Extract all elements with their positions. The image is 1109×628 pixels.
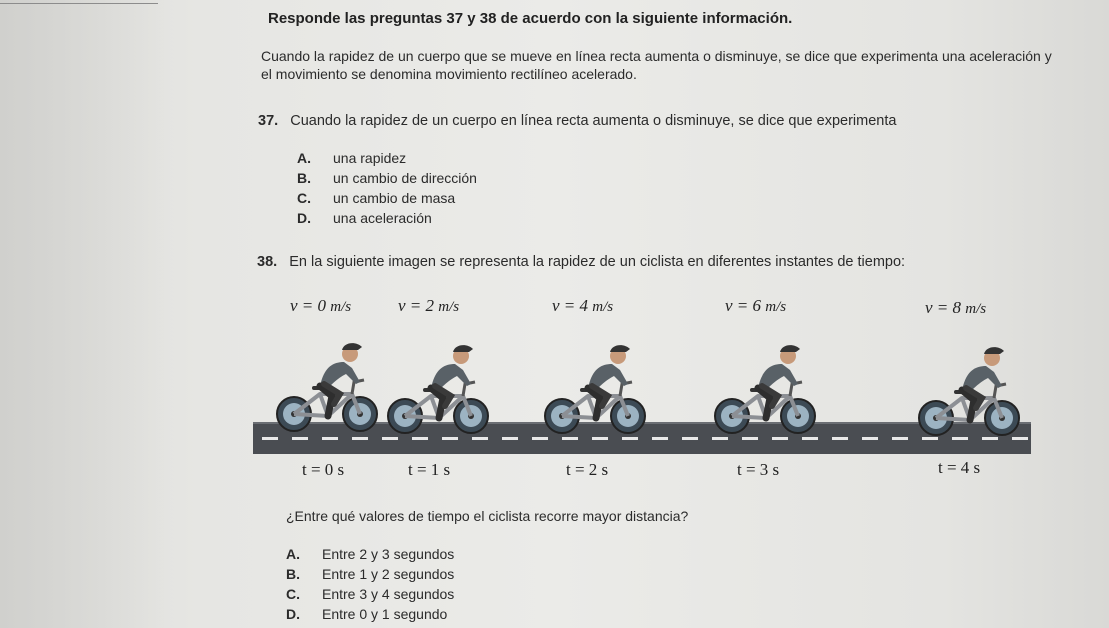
- question-38-options: [286, 544, 454, 624]
- intro-paragraph: Cuando la rapidez de un cuerpo que se mueve en línea recta aumenta o disminuye, se dice que experimenta una aceleración y el movimiento se denomina movimiento rectilíneo acelerado.: [261, 48, 1052, 82]
- question-37-options: [297, 148, 477, 228]
- cyclist-icon: [540, 340, 652, 442]
- velocity-label-2: v = 4 m/s: [552, 296, 614, 315]
- option-38-a[interactable]: A. Entre 2 y 3 segundos: [286, 546, 455, 562]
- road-dash: [682, 437, 698, 440]
- question-38-prompt: ¿Entre qué valores de tiempo el ciclista recorre mayor distancia?: [286, 508, 689, 524]
- time-label-2: t = 2 s: [566, 460, 609, 479]
- cyclist-icon: [914, 342, 1026, 444]
- option-38-d[interactable]: D. Entre 0 y 1 segundo: [286, 606, 448, 622]
- divider-line: [0, 3, 158, 4]
- velocity-label-0: v = 0 m/s: [290, 296, 352, 315]
- option-38-c[interactable]: C. Entre 3 y 4 segundos: [286, 586, 455, 602]
- section-heading: Responde las preguntas 37 y 38 de acuerdo con la siguiente información.: [268, 10, 793, 27]
- time-label-3: t = 3 s: [737, 460, 780, 479]
- question-37: [258, 113, 896, 129]
- road-dash: [502, 437, 518, 440]
- option-37-a[interactable]: A. una rapidez: [297, 150, 407, 166]
- road-dash: [862, 437, 878, 440]
- cyclist-icon: [272, 338, 384, 440]
- question-37-number: 37.: [258, 113, 279, 129]
- question-38-number: 38.: [257, 254, 278, 270]
- question-38: [257, 254, 905, 270]
- time-label-4: t = 4 s: [938, 458, 981, 477]
- road-dash: [652, 437, 668, 440]
- road-dash: [832, 437, 848, 440]
- option-37-d[interactable]: D. una aceleración: [297, 210, 432, 226]
- option-37-b[interactable]: B. un cambio de dirección: [297, 170, 477, 186]
- time-label-1: t = 1 s: [408, 460, 451, 479]
- time-label-0: t = 0 s: [302, 460, 345, 479]
- option-38-b[interactable]: B. Entre 1 y 2 segundos: [286, 566, 455, 582]
- cyclist-icon: [383, 340, 495, 442]
- cyclist-icon: [710, 340, 822, 442]
- page-shadow: [0, 0, 170, 628]
- question-37-text: Cuando la rapidez de un cuerpo en línea recta aumenta o disminuye, se dice que experimenta: [290, 113, 897, 129]
- velocity-label-3: v = 6 m/s: [725, 296, 787, 315]
- option-37-c[interactable]: C. un cambio de masa: [297, 190, 456, 206]
- road-dash: [892, 437, 908, 440]
- velocity-label-1: v = 2 m/s: [398, 296, 460, 315]
- question-38-text: En la siguiente imagen se representa la rapidez de un ciclista en diferentes instantes de tiempo:: [289, 254, 906, 270]
- velocity-label-4: v = 8 m/s: [925, 298, 987, 317]
